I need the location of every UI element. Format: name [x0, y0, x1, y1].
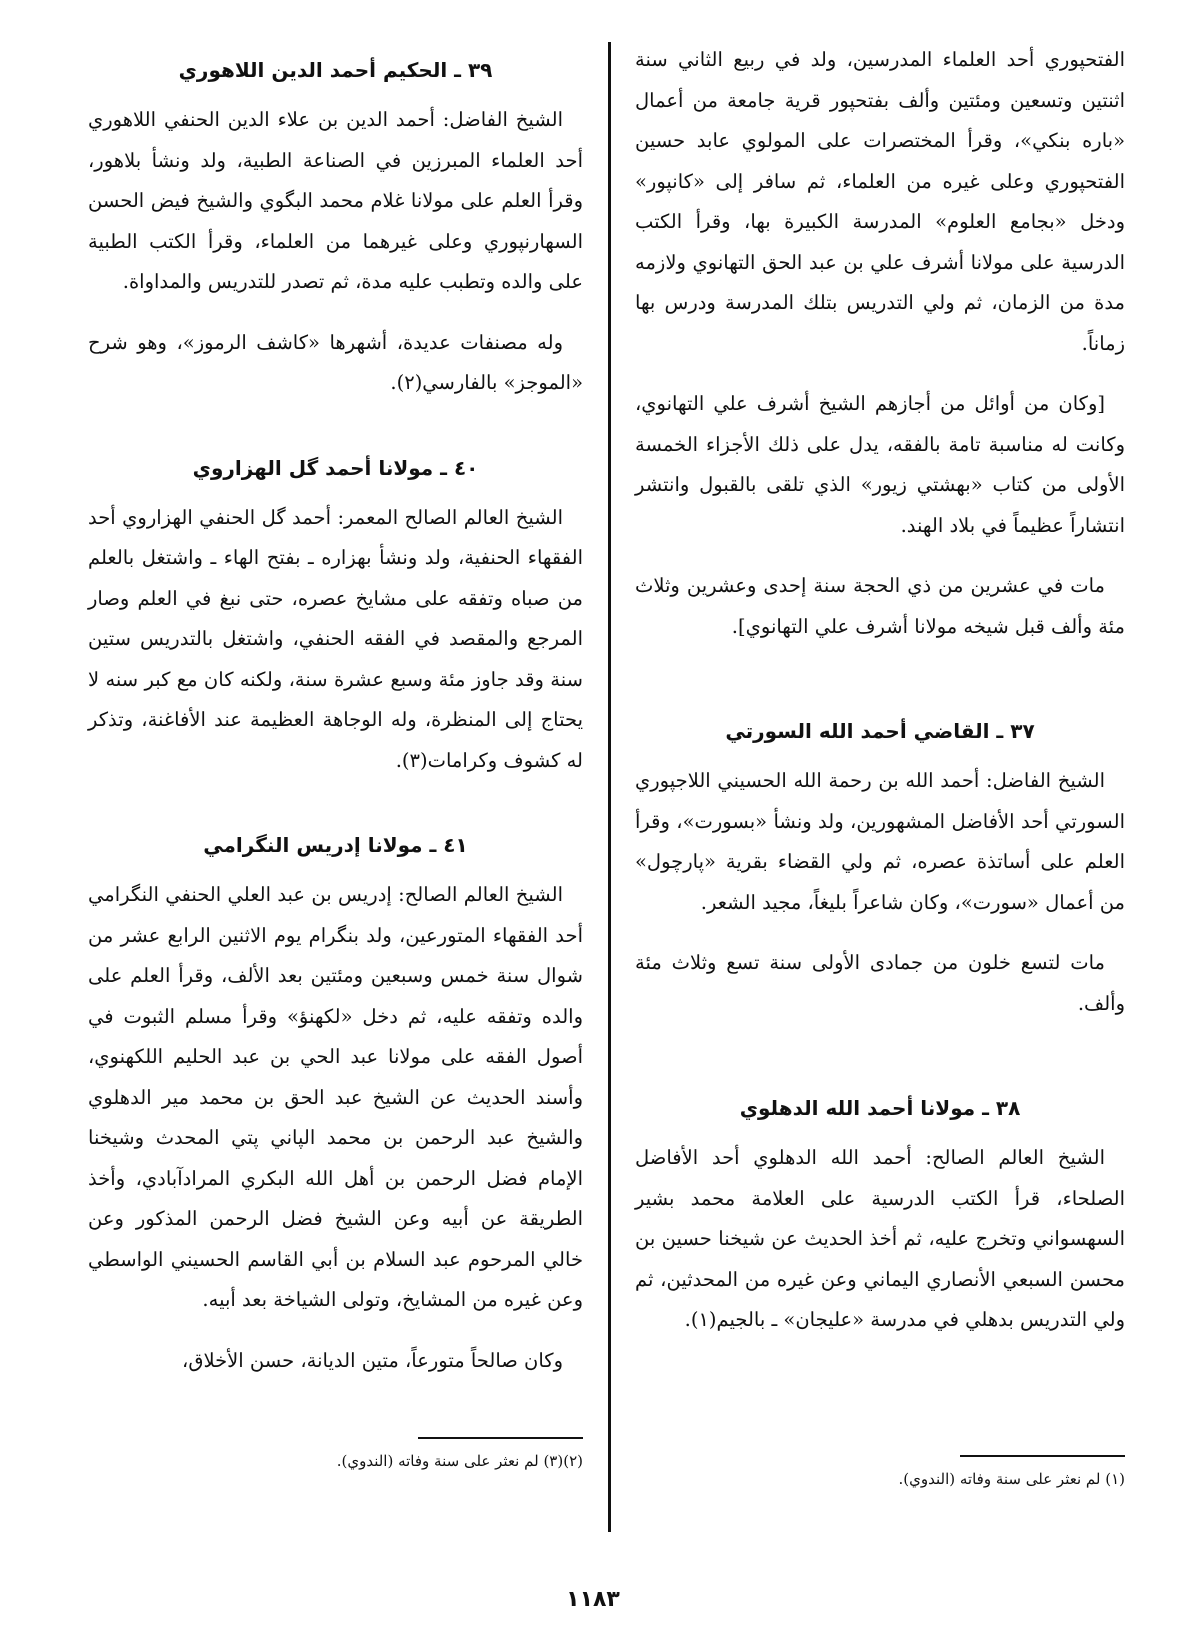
paragraph: الشيخ الفاضل: أحمد الله بن رحمة الله الحسيني اللاجپوري السورتي أحد الأفاضل المشهورين، ولد ونشأ «بسورت»، وقرأ العلم على أساتذة عصره، ثم ولي القضاء بقرية «پارچول» من أعمال «سورت»، وكان شاعراً بليغاً، مجيد الشعر.	[635, 769, 1125, 914]
paragraph: الشيخ الفاضل: أحمد الدين بن علاء الدين الحنفي اللاهوري أحد العلماء المبرزين في الصناعة الطبية، ولد ونشأ بلاهور، وقرأ العلم على مولانا غلام محمد البگوي والشيخ فيض الحسن السهارنپوري وعلى غيرهما من العلماء، وقرأ الكتب الطبية على والده وتطبب عليه مدة، ثم تصدر للتدريس والمداواة.	[88, 108, 583, 293]
entry-heading-39: ٣٩ ـ الحكيم أحمد الدين اللاهوري	[178, 58, 493, 82]
column-divider	[608, 42, 611, 1532]
right-column	[635, 40, 1125, 1361]
entry-heading-41: ٤١ ـ مولانا إدريس النگرامي	[203, 833, 468, 857]
paragraph: مات في عشرين من ذي الحجة سنة إحدى وعشرين وثلاث مئة وألف قبل شيخه مولانا أشرف علي التهانوي].	[635, 574, 1125, 638]
paragraph: [وكان من أوائل من أجازهم الشيخ أشرف علي التهانوي، وكانت له مناسبة تامة بالفقه، يدل على ذلك الأجزاء الخمسة الأولى من كتاب «بهشتي زيور» الذي تلقى بالقبول وانتشر انتشاراً عظيماً في بلاد الهند.	[635, 392, 1125, 537]
paragraph: وكان صالحاً متورعاً، متين الديانة، حسن الأخلاق،	[182, 1348, 563, 1372]
paragraph: وله مصنفات عديدة، أشهرها «كاشف الرموز»، وهو شرح «الموجز» بالفارسي(٢).	[88, 330, 583, 394]
paragraph: الشيخ العالم الصالح: أحمد الله الدهلوي أحد الأفاضل الصلحاء، قرأ الكتب الدرسية على العلامة محمد بشير السهسواني وتخرج عليه، ثم أخذ الحديث عن شيخنا حسين بن محسن السبعي الأنصاري اليماني وعن غيره من المحدثين، ثم ولي التدريس بدهلي في مدرسة «عليجان» ـ بالجيم(١).	[635, 1146, 1125, 1331]
paragraph: مات لتسع خلون من جمادى الأولى سنة تسع وثلاث مئة وألف.	[635, 951, 1125, 1015]
footnote: (١) لم نعثر على سنة وفاته (الندوي).	[898, 1470, 1125, 1488]
footnote: (٢)(٣) لم نعثر على سنة وفاته (الندوي).	[336, 1452, 583, 1470]
entry-heading-37: ٣٧ ـ القاضي أحمد الله السورتي	[725, 719, 1035, 743]
footnote-rule	[960, 1455, 1125, 1457]
paragraph: الشيخ العالم الصالح المعمر: أحمد گل الحنفي الهزاروي أحد الفقهاء الحنفية، ولد ونشأ بهزاره ـ بفتح الهاء ـ واشتغل بالعلم من صباه وتفقه على مشايخ عصره، حتى نبغ في العلم وصار المرجع والمقصد في الفقه الحنفي، واشتغل بالتدريس ستين سنة وقد جاوز مئة وسبع عشرة سنة، ولكنه كان مع كبر سنه لا يحتاج إلى المنظرة، وله الوجاهة العظيمة عند الأفاغنة، وتذكر له كشوف وكرامات(٣).	[88, 505, 583, 772]
paragraph: الشيخ العالم الصالح: إدريس بن عبد العلي الحنفي النگرامي أحد الفقهاء المتورعين، ولد بنگرام يوم الاثنين الرابع عشر من شوال سنة خمس وسبعين ومئتين بعد الألف، وقرأ العلم على والده وتفقه عليه، ثم دخل «لكهنؤ» وقرأ مسلم الثبوت في أصول الفقه على مولانا عبد الحي بن عبد الحليم اللكهنوي، وأسند الحديث عن الشيخ عبد الحق بن محمد مير الدهلوي والشيخ عبد الرحمن بن محمد الپاني پتي المحدث وشيخنا الإمام فضل الرحمن بن أهل الله البكري المرادآبادي، وأخذ الطريقة عن أبيه وعن الشيخ فضل الرحمن المذكور وعن خالي المرحوم عبد السلام بن أبي القاسم الحسيني الواسطي وعن غيره من المشايخ، وتولى الشياخة بعد أبيه.	[88, 883, 583, 1311]
page-number: ١١٨٣	[566, 1587, 620, 1612]
entry-heading-38: ٣٨ ـ مولانا أحمد الله الدهلوي	[739, 1096, 1021, 1120]
paragraph: الفتحپوري أحد العلماء المدرسين، ولد في ربيع الثاني سنة اثنتين وتسعين ومئتين وألف بفتحپور قرية جامعة من أعمال «باره بنكي»، وقرأ المختصرات على المولوي عابد حسين الفتحپوري وعلى غيره من العلماء، ثم سافر إلى «كانپور» ودخل «بجامع العلوم» المدرسة الكبيرة بها، وقرأ الكتب الدرسية على مولانا أشرف علي بن عبد الحق التهانوي ولازمه مدة من الزمان، ثم ولي التدريس بتلك المدرسة ودرس بها زماناً.	[635, 48, 1125, 355]
entry-heading-40: ٤٠ ـ مولانا أحمد گل الهزاروي	[192, 455, 479, 480]
left-column	[88, 40, 583, 1401]
footnote-rule	[418, 1437, 583, 1439]
